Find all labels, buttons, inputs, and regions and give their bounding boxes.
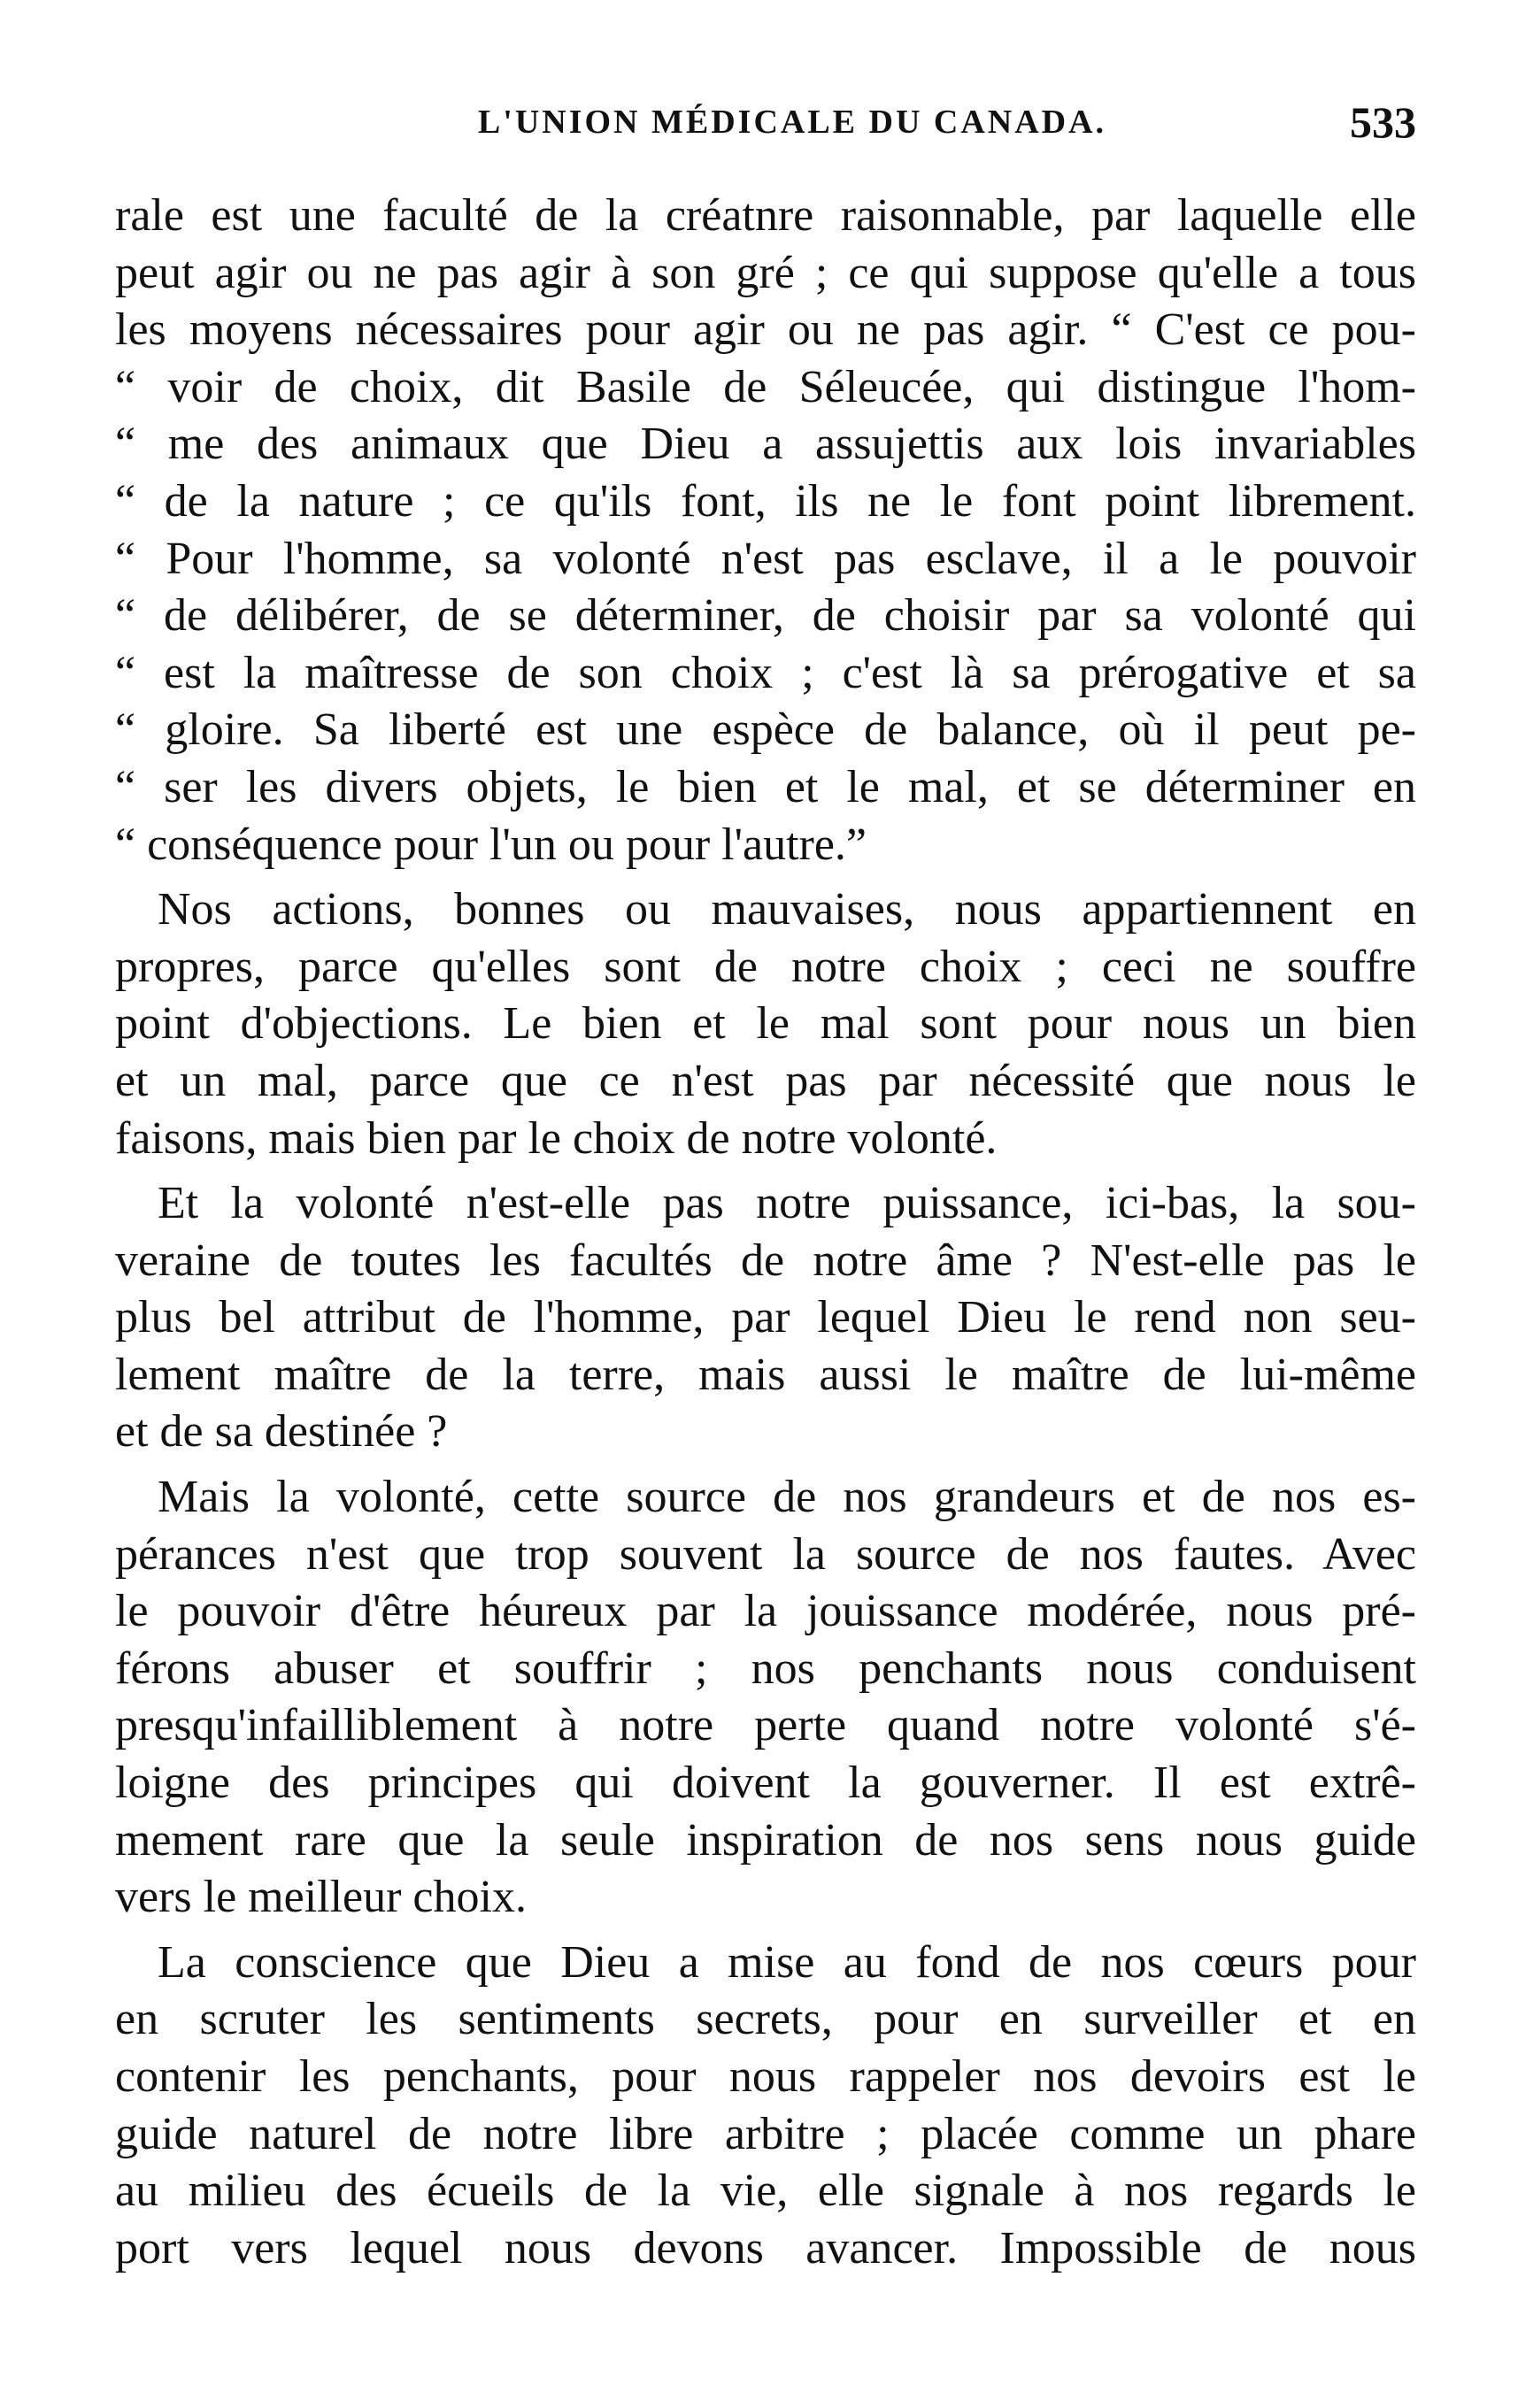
text-line: veraine de toutes les facultés de notre âme ? N'est-elle pas le — [115, 1235, 1416, 1286]
text-line: peut agir ou ne pas agir à son gré ; ce qui suppose qu'elle a tous — [115, 247, 1416, 298]
text-line: “ ser les divers objets, le bien et le mal, et se déterminer en — [115, 761, 1416, 812]
text-line: “ voir de choix, dit Basile de Séleucée, qui distingue l'hom- — [115, 361, 1416, 412]
text-line: férons abuser et souffrir ; nos penchants nous conduisent — [115, 1643, 1416, 1694]
text-line: “ gloire. Sa liberté est une espèce de balance, où il peut pe- — [115, 704, 1416, 756]
text-line: en scruter les sentiments secrets, pour en surveiller et en — [115, 1994, 1416, 2045]
text-line: faisons, mais bien par le choix de notre volonté. — [115, 1112, 998, 1164]
text-line: lement maître de la terre, mais aussi le maître de lui-même — [115, 1349, 1416, 1400]
text-line: Et la volonté n'est-elle pas notre puissance, ici-bas, la sou- — [158, 1178, 1416, 1229]
page-header — [115, 96, 1416, 149]
text-line: mement rare que la seule inspiration de nos sens nous guide — [115, 1814, 1416, 1866]
text-line: presqu'infailliblement à notre perte quand notre volonté s'é- — [115, 1700, 1416, 1751]
body-text — [115, 188, 1416, 2277]
text-line: Mais la volonté, cette source de nos grandeurs et de nos es- — [158, 1472, 1416, 1523]
paragraph — [115, 188, 1416, 873]
page-number: 533 — [1350, 97, 1416, 147]
text-line: “ de délibérer, de se déterminer, de choisir par sa volonté qui — [115, 590, 1416, 642]
paragraph — [115, 1935, 1416, 2278]
text-line: rale est une faculté de la créatnre raisonnable, par laquelle elle — [115, 190, 1416, 241]
paragraph — [115, 881, 1416, 1167]
text-line: propres, parce qu'elles sont de notre choix ; ceci ne souffre — [115, 941, 1416, 992]
text-line: et de sa destinée ? — [115, 1406, 448, 1458]
text-line: “ me des animaux que Dieu a assujettis aux lois invariables — [115, 419, 1416, 470]
text-line: vers le meilleur choix. — [115, 1872, 527, 1923]
paragraph — [115, 1175, 1416, 1461]
text-line: le pouvoir d'être héureux par la jouissance modérée, nous pré- — [115, 1586, 1416, 1637]
text-line: “ est la maîtresse de son choix ; c'est là sa prérogative et sa — [115, 647, 1416, 698]
text-line: contenir les penchants, pour nous rappeler nos devoirs est le — [115, 2051, 1416, 2102]
text-line: les moyens nécessaires pour agir ou ne pas agir. “ C'est ce pou- — [115, 304, 1416, 356]
text-line: point d'objections. Le bien et le mal sont pour nous un bien — [115, 998, 1416, 1050]
text-line: au milieu des écueils de la vie, elle signale à nos regards le — [115, 2166, 1416, 2217]
text-line: “ conséquence pour l'un ou pour l'autre.” — [115, 819, 867, 870]
text-line: “ de la nature ; ce qu'ils font, ils ne le font point librement. — [115, 475, 1416, 527]
text-line: La conscience que Dieu a mise au fond de nos cœurs pour — [158, 1936, 1416, 1988]
paragraph — [115, 1469, 1416, 1927]
running-title: L'UNION MÉDICALE DU CANADA. — [477, 104, 1107, 141]
text-line: et un mal, parce que ce n'est pas par nécessité que nous le — [115, 1055, 1416, 1106]
text-line: Nos actions, bonnes ou mauvaises, nous appartiennent en — [158, 884, 1416, 935]
text-line: plus bel attribut de l'homme, par lequel Dieu le rend non seu- — [115, 1292, 1416, 1343]
text-line: guide naturel de notre libre arbitre ; placée comme un phare — [115, 2108, 1416, 2159]
text-line: pérances n'est que trop souvent la source de nos fautes. Avec — [115, 1528, 1416, 1580]
text-line: “ Pour l'homme, sa volonté n'est pas esclave, il a le pouvoir — [115, 533, 1416, 584]
text-line: loigne des principes qui doivent la gouverner. Il est extrê- — [115, 1758, 1416, 1809]
text-line: port vers lequel nous devons avancer. Impossible de nous — [115, 2222, 1416, 2273]
